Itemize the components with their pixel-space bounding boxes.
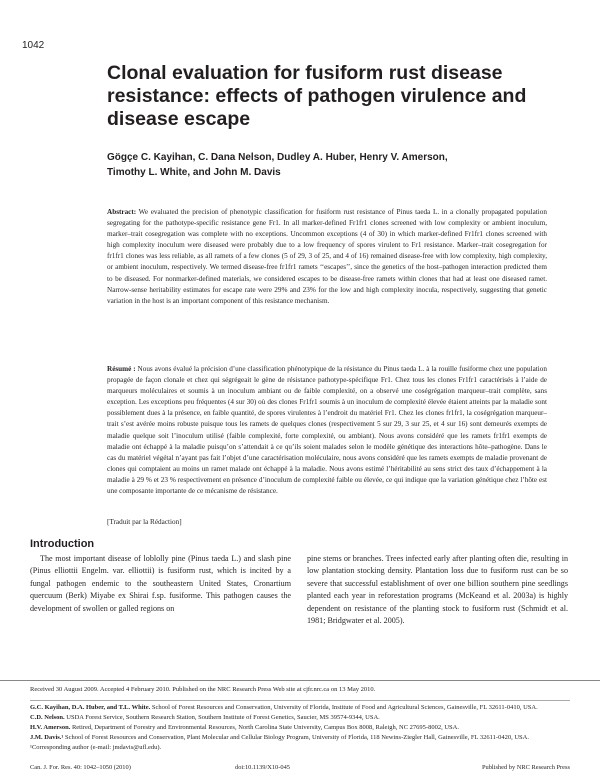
translator-note: [Traduit par la Rédaction] — [107, 518, 182, 526]
affiliation-entry — [30, 703, 570, 713]
affiliation-entry — [30, 733, 570, 743]
publisher-line: Published by NRC Research Press — [481, 764, 570, 771]
affiliation-names: G.C. Kayihan, D.A. Huber, and T.L. White. — [30, 704, 151, 711]
journal-citation: Can. J. For. Res. 40: 1042–1050 (2010) — [30, 764, 131, 771]
abstract — [107, 207, 547, 307]
affiliation-names: J.M. Davis.¹ — [30, 734, 64, 742]
article-title — [107, 62, 547, 131]
received-dates: Received 30 August 2009. Accepted 4 February 2010. Published on the NRC Research Press Web site at cjfr.nrc.ca on 13 May 2010. — [30, 686, 376, 693]
title-line: Clonal evaluation for fusiform rust disease — [107, 62, 503, 84]
introduction-heading: Introduction — [30, 538, 95, 550]
title-line: resistance: effects of pathogen virulence and — [107, 85, 527, 107]
affiliation-text: School of Forest Resources and Conservation, Plant Molecular and Cellular Biology Program, University of Florida, 118 Newins-Ziegler Hall, Gainesville, FL 32611-0420, USA. — [65, 734, 529, 742]
footnote-divider — [0, 680, 600, 681]
page-number: 1042 — [22, 40, 45, 51]
affiliation-names: H.V. Amerson. — [30, 724, 71, 732]
author-line: Timothy L. White, and John M. Davis — [107, 167, 281, 178]
title-line: disease escape — [107, 108, 251, 130]
affiliation-text: USDA Forest Service, Southern Research Station, Southern Institute of Forest Genetics, Saucier, MS 39574-9344, USA. — [66, 714, 380, 722]
affiliation-names: C.D. Nelson. — [30, 714, 65, 722]
abstract-label: Abstract: — [107, 208, 137, 216]
doi: doi:10.1139/X10-045 — [235, 764, 290, 771]
corresponding-author: ¹Corresponding author (e-mail: jmdavis@ufl.edu). — [30, 744, 162, 752]
article-title-block — [107, 62, 547, 131]
introduction-left-column: The most important disease of loblolly pine (Pinus taeda L.) and slash pine (Pinus elliottii Engelm. var. elliottii) is fusiform rust, which is incited by a fungal pathogen endemic to the southeastern United States, Cronartium quercuum (Berk) Miyabe ex Shirai f.sp. fusiforme. This pathogen causes the development of swollen or galled regions on — [30, 554, 291, 613]
affiliation-list — [30, 703, 570, 753]
resume-label: Résumé : — [107, 365, 136, 373]
author-line: Gögçe C. Kayihan, C. Dana Nelson, Dudley A. Huber, Henry V. Amerson, — [107, 152, 448, 163]
author-list — [107, 150, 547, 180]
affiliation-text: Retired, Department of Forestry and Environmental Resources, North Carolina State University, Campus Box 8008, Raleigh, NC 27695-8002, USA. — [71, 724, 459, 732]
affiliation-entry — [30, 723, 570, 733]
affiliation-entry — [30, 713, 570, 723]
affiliation-divider — [30, 700, 570, 701]
resume-text: Nous avons évalué la précision d’une classification phénotypique de la résistance du Pinus taeda L. à la rouille fusiforme chez une population propagée de façon clonale et chez qui ségrégeait le gène de résistance pathotype-spécifique Fr1. Chez tous les clones Fr1fr1 caractérisés à l’aide de marqueurs moléculaires et soumis à un inoculum ambiant ou de faible complexité, on a observé une coségrégation marqueur–trait complète, sans exception. Les exceptions peu fréquentes (4 sur 30) où des clones Fr1fr1 soumis à un inoculum de complexité élevée étaient atteints par la maladie sont possiblement dues à la présence, en faible quantité, de spores virulentes à l’endroit du matériel Fr1. Chez les clones fr1fr1, la coségrégation marqueur–trait s’est avérée moins robuste puisque tous les ramets de quelques clones (respectivement 5 sur 29, 3 sur 25, et 4 sur 16) sont demeurés exempts de maladie quelque soit l’inoculum utilisé (faible complexité, forte complexité, ou ambiant). Nous avons considéré que les ramets fr1fr1 exempts de maladie ont échappé à la maladie puisqu’on s’attendait à ce qu’ils soient malades selon le modèle génétique des interactions hôte–pathogène. Dans le cas du matériel végétal n’ayant pas fait l’objet d’une caractérisation moléculaire, nous avons considéré que les ramets exempts de maladie provenant de clones qui comptaient au moins un ramet malade ont échappé à la maladie. Nous avons estimé l’héritabilité au sens strict des taux d’échappement à la maladie à 29 % et 23 % respectivement en présence d’inoculum de complexité faible ou élevée, ce qui indique que la variation génétique chez l’hôte est une composante importante de ce mécanisme de résistance. — [107, 365, 547, 496]
abstract-text: We evaluated the precision of phenotypic classification for fusiform rust resistance of Pinus taeda L. in a clonally propagated population segregating for the pathotype-specific resistance gene Fr1. In all marker-defined Fr1fr1 clones screened with low complexity or ambient inoculum, marker–trait cosegregation was complete with no exceptions. Uncommon exceptions (4 of 30) in which marker-defined Fr1fr1 clones screened with high complexity inoculum were diseased were probably due to a low frequency of spores virulent to Fr1 resistance. Marker–trait cosegregation for fr1fr1 clones was less reliable, as all ramets of a few clones (5 of 29, 3 of 25, and 4 of 16) remained disease-free with low complexity, high complexity, or ambient inoculum, respectively. We termed disease-free fr1fr1 ramets ‘‘escapes’’, since the genetics of the host–pathogen interaction predicted them to be diseased. For nonmarker-defined materials, we considered escapes to be disease-free ramets within clones that had at least one diseased ramet. Narrow-sense heritability estimates for escape rate were 29% and 23% for the low and high complexity inocula, respectively, suggesting that genetic variation in the host is an important component of this resistance mechanism. — [107, 208, 547, 305]
resume — [107, 364, 547, 497]
introduction-right-column: pine stems or branches. Trees infected early after planting often die, resulting in low plantation stocking density. Plantation loss due to fusiform rust can be so severe that successful establishment of over one billion southern pine seedlings planted each year in reforestation programs (McKeand et al. 2003a) is highly dependent on resistance of the planting stock to fusiform rust (Schmidt et al. 1981; Bridgwater et al. 2005). — [307, 554, 568, 626]
affiliation-text: School of Forest Resources and Conservation, University of Florida, Institute of Food and Agricultural Sciences, Gainesville, FL 32611-0410, USA. — [151, 704, 538, 711]
